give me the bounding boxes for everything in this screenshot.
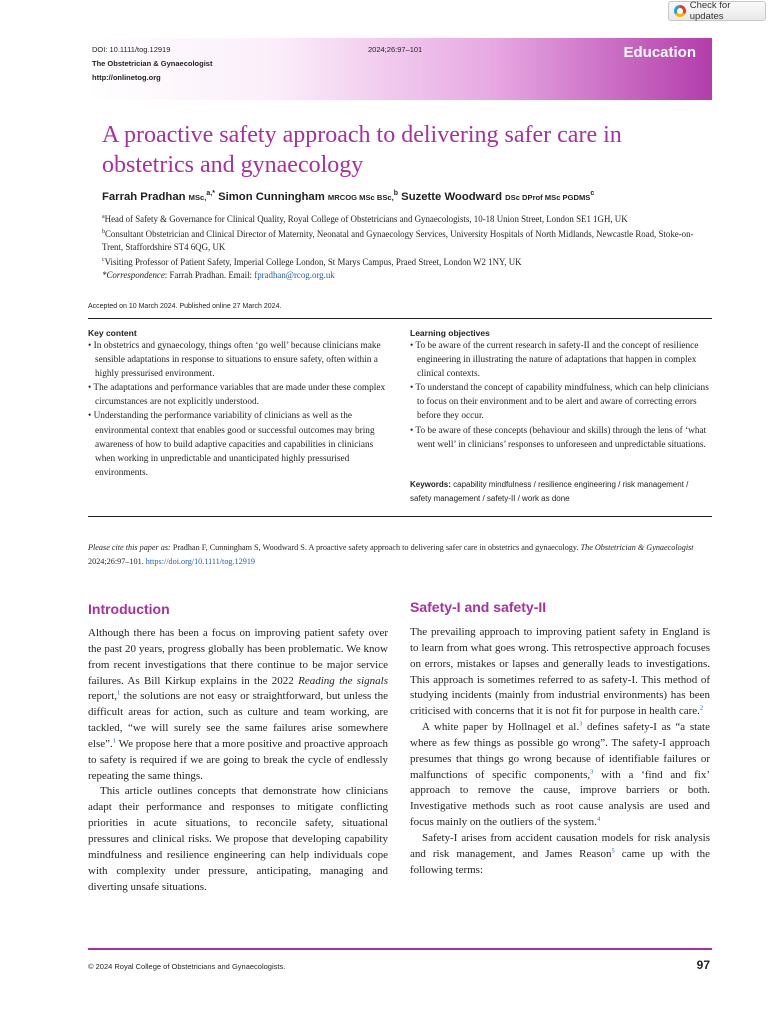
citation-volume: 2024;26:97–101.	[88, 556, 144, 566]
author-affiliation-mark: a,*	[206, 190, 215, 197]
affiliation-text: Visiting Professor of Patient Safety, Imperial College London, St Marys Campus, Praed Street, London W2 1NY, UK	[104, 256, 522, 267]
reference-link[interactable]: 5	[611, 847, 615, 855]
introduction-body	[88, 626, 388, 895]
author-degrees: DSc DProf MSc PGDMS	[505, 192, 591, 202]
affiliation-c	[102, 254, 714, 269]
paragraph: The prevailing approach to improving patient safety in England is to learn from what goes wrong. This retrospective approach focuses on errors, mistakes or lapses and generally leads to investigations. This approach is sometimes referred to as safety-I. This method of studying incidents (mainly from industrial environments) has been criticised with concerns that it is not fit for purpose in health care.$^2$	[410, 626, 710, 718]
page-number: 97	[696, 958, 710, 972]
section-label: Education	[623, 44, 696, 61]
box-bottom-divider	[88, 516, 712, 517]
affiliation-mark: b	[102, 228, 105, 235]
paragraph: Although there has been a focus on improving patient safety over the past 20 years, progress globally has been problematic. We know from recent investigations that there continue to be major service failures. As Bill Kirkup explains in the 2022 Reading the signals report,$^1$ the solutions are not easy or straightforward, but unless the difficult areas for action, such as culture and team working, are tackled, “we will surely see the same failures arise somewhere else”.$^1$ We propose here that a more positive and proactive approach to safety is required if we are going to break the cycle of endlessly repeating the same things.	[88, 627, 388, 782]
reference-link[interactable]: 1	[112, 737, 116, 745]
learning-objectives-list	[410, 339, 712, 452]
correspondence-label: *Correspondence	[102, 269, 165, 280]
correspondence	[102, 269, 714, 282]
correspondence-email-link[interactable]: fpradhan@rcog.org.uk	[254, 269, 335, 280]
list-item: • In obstetrics and gynaecology, things often ‘go well’ because clinicians make sensible adaptations in response to situations to ensure safety, often within a highly pressurised environment.	[88, 339, 388, 381]
author-degrees: MSc,	[188, 192, 207, 202]
affiliation-a	[102, 211, 714, 226]
footer-divider	[88, 948, 712, 950]
affiliations	[102, 211, 714, 282]
reference-link[interactable]: 4	[596, 815, 601, 823]
learning-objectives-heading: Learning objectives	[410, 328, 490, 338]
introduction-heading: Introduction	[88, 601, 170, 617]
author-affiliation-mark: b	[393, 190, 399, 197]
check-for-updates-button[interactable]	[668, 1, 766, 21]
list-item: • To understand the concept of capability mindfulness, which can help clinicians to focus on their environment and to be alert and aware of correcting errors before they occur.	[410, 381, 712, 423]
citation-label: Please cite this paper as:	[88, 543, 171, 552]
list-item: • Understanding the performance variability of clinicians as well as the environmental context that enables good or successful outcomes may bring awareness of how to build adaptive capacities and capabilities in clinicians when working in unpredictable and unanticipated highly pressurised environments.	[88, 409, 388, 479]
list-item: • To be aware of the current research in safety-II and the concept of resilience engineering in illustrating the nature of adaptations that happen in complex clinical contexts.	[410, 339, 712, 381]
top-divider	[88, 318, 712, 319]
header-volume-pages: 2024;26:97–101	[368, 45, 423, 54]
header-url[interactable]: http://onlinetog.org	[92, 73, 161, 82]
key-content-list	[88, 339, 388, 480]
citation-doi-link[interactable]: https://doi.org/10.1111/tog.12919	[145, 556, 256, 566]
reference-link[interactable]: 1	[117, 689, 121, 697]
keywords-label: Keywords:	[410, 480, 451, 489]
citation-text: Pradhan F, Cunningham S, Woodward S. A proactive safety approach to delivering safer care in obstetrics and gynaecology.	[172, 543, 579, 552]
author-name: Suzette Woodward	[401, 190, 502, 203]
paragraph: Safety-I arises from accident causation models for risk analysis and risk management, and James Reason$^5$ came up with the following terms:	[410, 831, 710, 876]
author-affiliation-mark: c	[590, 190, 595, 197]
correspondence-text: : Farrah Pradhan. Email:	[164, 269, 255, 280]
author-degrees: MRCOG MSc BSc,	[327, 192, 394, 202]
header-journal: The Obstetrician & Gynaecologist	[92, 59, 213, 68]
keywords-text: capability mindfulness / resilience engineering / risk management / safety management / safety-II / work as done	[410, 480, 689, 503]
keywords	[410, 478, 710, 506]
affiliation-mark: c	[102, 256, 105, 263]
safety-heading: Safety-I and safety-II	[410, 599, 547, 615]
paragraph: This article outlines concepts that demonstrate how clinicians adapt their performance and responses to mitigate conflicting priorities in acute situations, to reconcile safety, situational pressures and clinical risks. We propose that developing capability mindfulness and resilience engineering can help individuals cope with complexity under pressure, anticipating, managing and diverting unsafe situations.	[88, 785, 388, 893]
crossmark-icon	[674, 5, 686, 17]
citation-journal: The Obstetrician & Gynaecologist	[580, 543, 694, 552]
affiliation-b	[102, 226, 714, 254]
paragraph: A white paper by Hollnagel et al.$^3$ defines safety-I as “a state where as few things as possible go wrong”. The safety-I approach presumes that things go wrong because of identifiable failures or malfunctions of specific components,$^3$ with a ‘find and fix’ approach to remove the cause, improve barriers or both. Investigative methods such as root cause analysis are used and focus mainly on the outliers of the system.$^4$	[410, 720, 710, 829]
reference-link[interactable]: 2	[699, 704, 704, 712]
author-name: Simon Cunningham	[218, 190, 325, 203]
header-doi: DOI: 10.1111/tog.12919	[92, 45, 171, 54]
check-for-updates-label: Check for updates	[689, 0, 731, 22]
reference-link[interactable]: 3	[579, 720, 583, 728]
affiliation-text: Consultant Obstetrician and Clinical Director of Maternity, Neonatal and Gynaecology Services, University Hospitals of North Midlands, Newcastle Road, Stoke-on-Trent, Staffordshire ST4 6QG, UK	[102, 228, 694, 252]
safety-body	[410, 625, 710, 879]
article-title: A proactive safety approach to delivering safer care in obstetrics and gynaecology	[102, 122, 622, 178]
key-content-heading: Key content	[88, 328, 137, 338]
list-item: • The adaptations and performance variables that are made under these complex circumstances are not explicitly understood.	[88, 381, 388, 409]
accepted-date: Accepted on 10 March 2024. Published online 27 March 2024.	[88, 303, 282, 310]
author-name: Farrah Pradhan	[102, 190, 186, 203]
list-item: • To be aware of these concepts (behaviour and skills) through the lens of ‘what went well’ in clinicians’ responses to unforeseen and unpredictable situations.	[410, 424, 712, 452]
reference-link[interactable]: 3	[590, 767, 594, 775]
copyright: © 2024 Royal College of Obstetricians and Gynaecologists.	[88, 962, 286, 971]
affiliation-mark: a	[102, 214, 105, 220]
citation	[88, 541, 712, 568]
affiliation-text: Head of Safety & Governance for Clinical Quality, Royal College of Obstetricians and Gynaecologists, 10-18 Union Street, London SE1 1GH, UK	[104, 213, 628, 224]
author-list	[102, 190, 722, 203]
